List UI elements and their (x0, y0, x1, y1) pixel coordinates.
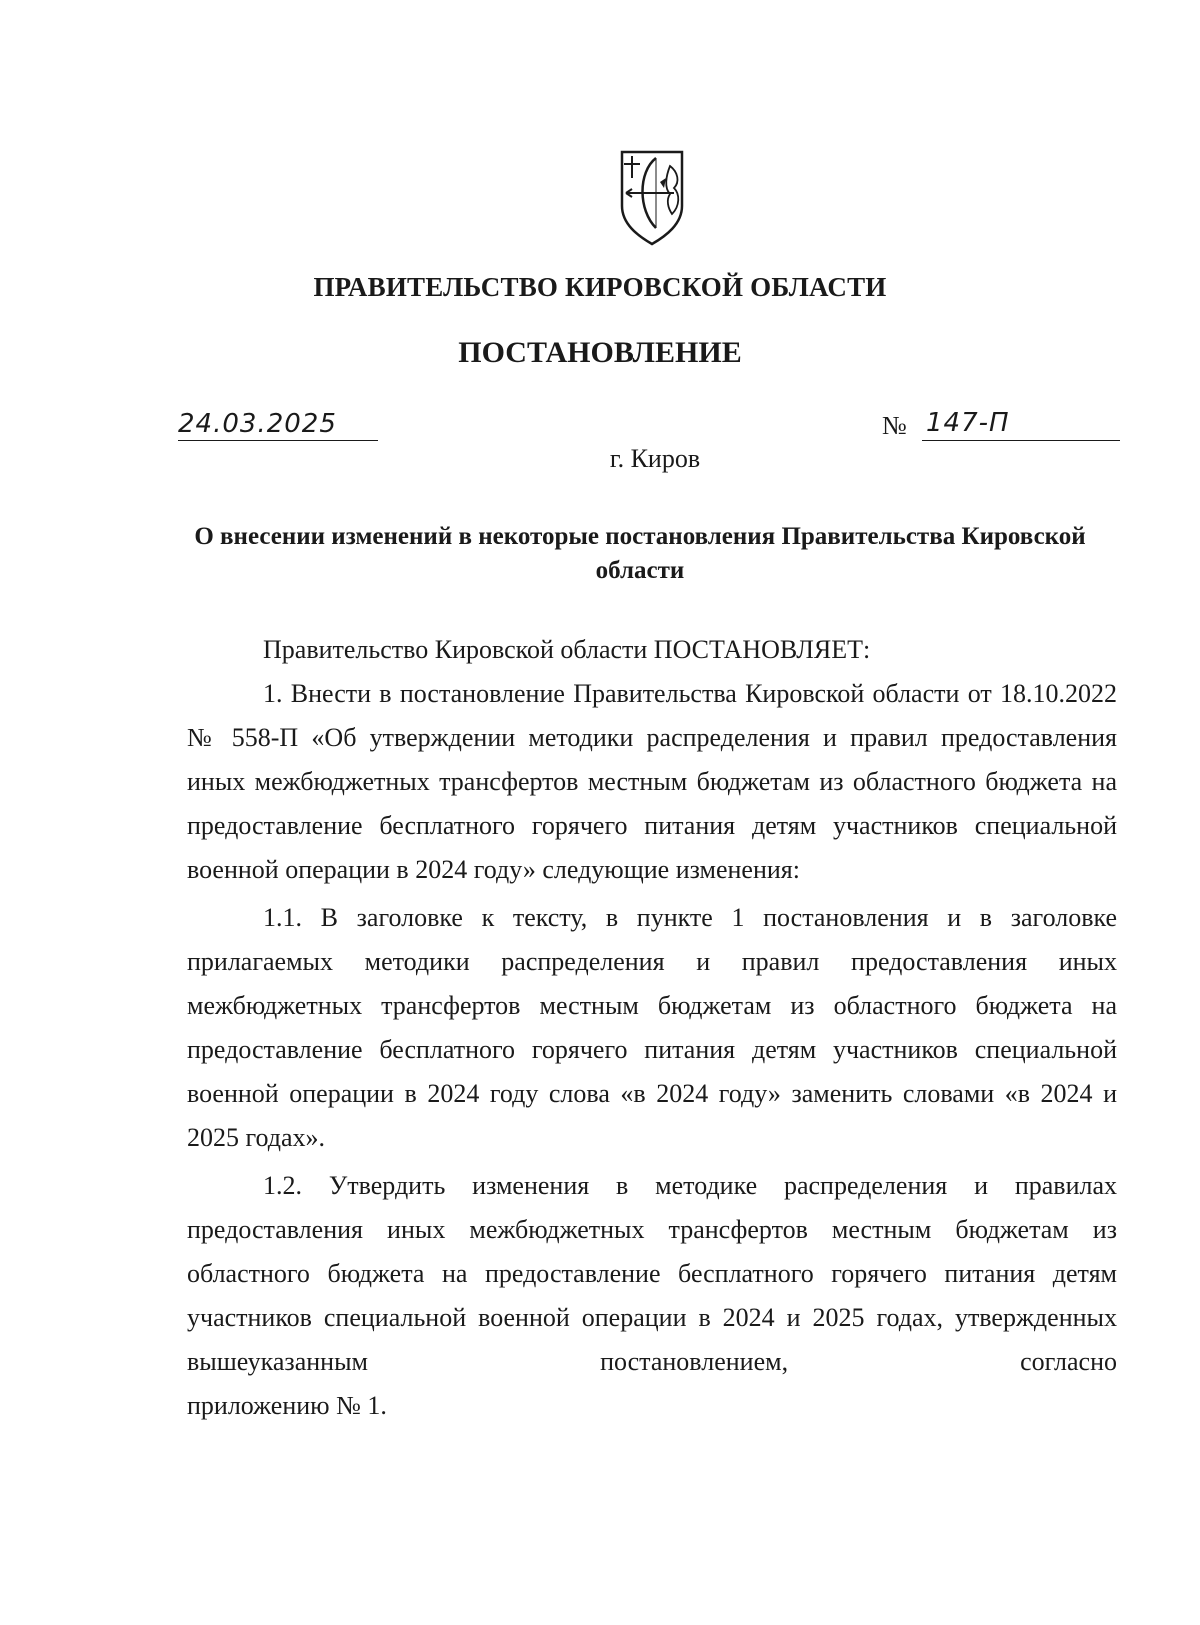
organization-name: ПРАВИТЕЛЬСТВО КИРОВСКОЙ ОБЛАСТИ (313, 272, 887, 302)
clause-1: 1. Внести в постановление Правительства Кировской области от 18.10.2022 № 558-П «Об утверждении методики распределения и правил предоставления иных межбюджетных трансфертов местным бюджетам из областного бюджета на предоставление бесплатного горячего питания детям участников специальной военной операции в 2024 году» следующие изменения: (187, 679, 1117, 884)
clause-1-2-end: приложению № 1. (187, 1391, 387, 1420)
document-date: 24.03.2025 (178, 408, 378, 441)
kirov-coat-of-arms-icon (616, 148, 688, 246)
document-body (187, 628, 1117, 1428)
document-number: 147-П (922, 406, 1120, 441)
city: г. Киров (609, 444, 701, 473)
document-title: О внесении изменений в некоторые постановления Правительства Кировской области (194, 523, 1086, 584)
document-type: ПОСТАНОВЛЕНИЕ (458, 336, 742, 369)
preamble: Правительство Кировской области ПОСТАНОВЛЯЕТ: (263, 635, 871, 664)
clause-1-2: 1.2. Утвердить изменения в методике распределения и правилах предоставления иных межбюджетных трансфертов местным бюджетам из областного бюджета на предоставление бесплатного горячего питания детям участников специальной военной операции в 2024 и 2025 годах, утвержденных вышеуказанным постановлением, согласно (187, 1171, 1117, 1376)
clause-1-1: 1.1. В заголовке к тексту, в пункте 1 постановления и в заголовке прилагаемых методики распределения и правил предоставления иных межбюджетных трансфертов местным бюджетам из областного бюджета на предоставление бесплатного горячего питания детям участников специальной военной операции в 2024 году слова «в 2024 году» заменить словами «в 2024 и 2025 годах». (187, 903, 1117, 1152)
number-label: № (882, 411, 907, 440)
